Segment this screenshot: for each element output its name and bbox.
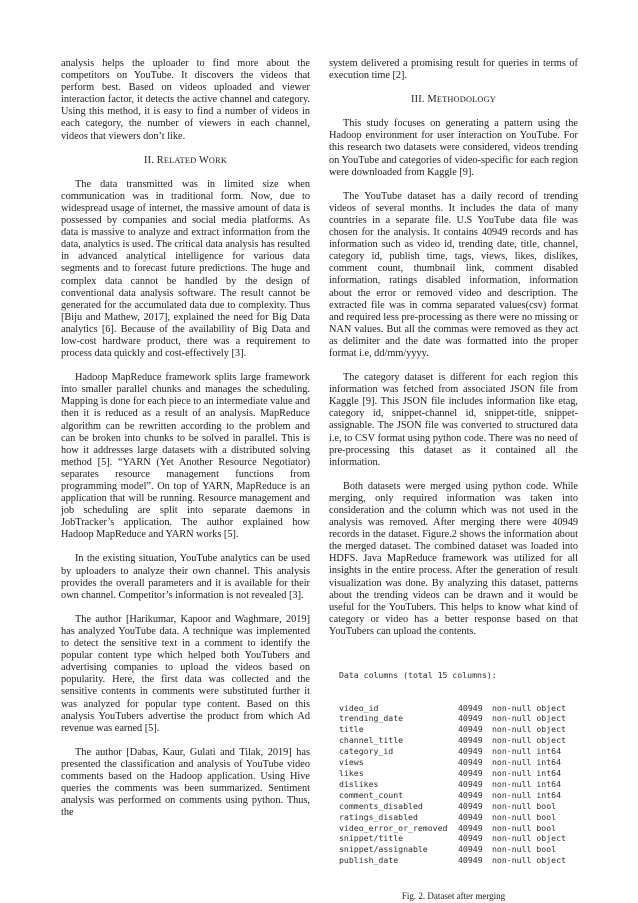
paragraph: Hadoop MapReduce framework splits large framework into smaller parallel chunks and manages the scheduling. Mapping is done for each piece to an intermediate value and then it is reduced as a result of an analysis. MapReduce algorithm can be rewritten according to the problem and can be broken into chunks to be solved in parallel. This is how it addresses large datasets with a distributed solving method [5]. “YARN (Yet Another Resource Negotiator) separates resource management functions from programming model”. On top of YARN, MapReduce is an application that will be running. Resource management and job scheduling are split into separate daemons in JobTracker’s application. The author explained how Hadoop MapReduce and YARN works [5].: [61, 372, 310, 541]
column-status: non-null: [492, 746, 532, 757]
column-count: 40949: [458, 778, 483, 789]
column-status: non-null: [492, 833, 532, 844]
left-column: [61, 58, 310, 819]
column-name: publish_date: [339, 855, 399, 866]
figure-row: [339, 855, 578, 866]
figure-dataset-columns: [339, 648, 578, 888]
column-count: 40949: [458, 768, 483, 778]
column-status: non-null: [492, 789, 532, 800]
figure-row: [339, 844, 578, 855]
section-heading-methodology: [329, 94, 578, 106]
column-name: snippet/title: [339, 833, 404, 844]
column-status: non-null: [492, 855, 532, 866]
column-status: non-null: [492, 757, 532, 768]
column-dtype: bool: [536, 822, 557, 833]
column-dtype: object: [536, 735, 566, 746]
column-status: non-null: [492, 702, 532, 713]
column-name: title: [339, 724, 364, 735]
column-dtype: bool: [536, 844, 557, 855]
figure-row: [339, 790, 578, 801]
figure-row: [339, 768, 578, 779]
paragraph: This study focuses on generating a pattern using the Hadoop environment for user interaction on YouTube. For this research two datasets were considered, videos trending on YouTube and categories of video-specific for each region were downloaded from Kaggle [9].: [329, 118, 578, 178]
column-count: 40949: [458, 822, 483, 833]
column-name: category_id: [339, 746, 394, 757]
paragraph: The YouTube dataset has a daily record of trending videos of several months. It includes the data of many countries in a separate file. U.S YouTube data file was chosen for the analysis. It contains 40949 records and has information such as video id, trending date, title, channel, category id, publish time, tags, views, likes, dislikes, comment count, thumbnail link, comment disabled information, ratings disabled information, information about the error or removed video and description. The extracted file was in comma separated values(csv) format and required less pre-processing as there were no missing or NAN values. But all the commas were removed as they act as delimiter and the date was formatted into the proper format i.e, dd/mm/yyyy.: [329, 190, 578, 359]
column-dtype: bool: [536, 811, 557, 822]
right-column: [329, 58, 578, 902]
column-status: non-null: [492, 735, 532, 746]
figure-row: [339, 746, 578, 757]
figure-header: Data columns (total 15 columns):: [339, 669, 497, 680]
column-dtype: object: [536, 724, 566, 735]
column-status: non-null: [492, 724, 532, 735]
figure-row: [339, 823, 578, 834]
column-status: non-null: [492, 768, 532, 778]
column-status: non-null: [492, 713, 532, 724]
column-name: snippet/assignable: [339, 844, 428, 855]
column-status: non-null: [492, 800, 532, 811]
paragraph: The author [Harikumar, Kapoor and Waghmare, 2019] has analyzed YouTube data. A technique was implemented to detect the sensitive text in a comment to identify the popular content type which helped both YouTubers and advertising companies to upload the videos based on popularity. Here, the first data was collected and the sensitive contents in comments were substituted further it was analyzed for popular type content. Based on this analysis YouTubers advertise the product from which Ad revenue was earned [5].: [61, 613, 310, 734]
column-count: 40949: [458, 724, 483, 735]
figure-row: [339, 735, 578, 746]
paragraph: The category dataset is different for each region this information was fetched from associated JSON file from Kaggle [9]. This JSON file includes information like etag, category id, snippet-channel id, snippet-title, snippet-assignable. The JSON file was converted to structured data i.e, to CSV format using python code. There was no need of pre-processing this dataset as it contained all the information.: [329, 372, 578, 468]
heading-number: III.: [411, 94, 425, 106]
column-count: 40949: [458, 702, 483, 713]
heading-number: II.: [143, 154, 154, 166]
column-dtype: int64: [536, 757, 562, 768]
column-dtype: int64: [536, 789, 562, 800]
column-count: 40949: [458, 855, 483, 866]
figure-row: [339, 713, 578, 724]
column-count: 40949: [458, 746, 483, 757]
column-count: 40949: [458, 713, 483, 724]
column-status: non-null: [492, 822, 532, 833]
paragraph-intro: analysis helps the uploader to find more about the competitors on YouTube. It discovers the videos that perform best. Based on videos uploaded and viewer interaction factor, it detects the active channel and category. Using this method, it is easy to find a number of videos in each category, the number of viewers in each channel, videos that viewers don’t like.: [61, 58, 310, 142]
column-count: 40949: [458, 800, 483, 811]
column-name: ratings_disabled: [339, 811, 418, 822]
heading-title: RELATED WORK: [156, 154, 228, 166]
heading-title: METHODOLOGY: [427, 94, 496, 106]
column-dtype: object: [536, 833, 566, 844]
column-status: non-null: [492, 811, 532, 822]
figure-row: [339, 703, 578, 714]
column-name: channel_title: [339, 735, 404, 746]
figure-row: [339, 757, 578, 768]
column-name: video_error_or_removed: [339, 822, 448, 833]
column-dtype: bool: [536, 800, 557, 811]
column-status: non-null: [492, 778, 532, 789]
column-count: 40949: [458, 811, 483, 822]
figure-caption: Fig. 2. Dataset after merging: [401, 890, 506, 901]
column-count: 40949: [458, 757, 483, 768]
paragraph: In the existing situation, YouTube analytics can be used by uploaders to analyze their own channel. This analysis provides the overall parameters and it is available for their own channel. Competitor’s information is not revealed [3].: [61, 553, 310, 601]
figure-row: [339, 801, 578, 812]
figure-row: [339, 833, 578, 844]
column-name: comments_disabled: [339, 800, 423, 811]
section-heading-related-work: [61, 155, 310, 167]
column-dtype: object: [536, 855, 566, 866]
column-count: 40949: [458, 735, 483, 746]
column-dtype: int64: [536, 768, 562, 778]
paragraph-intro: system delivered a promising result for queries in terms of execution time [2].: [329, 58, 578, 82]
column-count: 40949: [458, 789, 483, 800]
column-name: video_id: [339, 702, 379, 713]
paragraph: The author [Dabas, Kaur, Gulati and Tilak, 2019] has presented the classification and analysis of YouTube video comments based on the Hadoop application. Using Hive queries the comments was been summarized. Sentiment analysis was performed on comments using python. Thus, the: [61, 746, 310, 819]
column-name: dislikes: [339, 778, 379, 789]
column-name: views: [339, 757, 364, 768]
paragraph: The data transmitted was in limited size when communication was in traditional form. Now, due to widespread usage of internet, the massive amount of data is possessed by companies and social media platforms. As data is massive to analyze and extract information from the data, analytics is used. The critical data analysis has resulted in advanced analytical intelligence for various data segments and to forecast future predictions. The huge and complex data cannot be handled by the design of conventional data analysis software. The result cannot be generated for the accumulated data due to complexity. Thus [Biju and Mathew, 2017], explained the need for Big Data analytics [6]. Because of the availability of Big Data and low-cost hardware product, there was a requirement to process data quickly and cost-effectively [3].: [61, 178, 310, 360]
column-dtype: object: [536, 702, 566, 713]
column-dtype: int64: [536, 778, 562, 789]
column-count: 40949: [458, 833, 483, 844]
figure-row: [339, 779, 578, 790]
column-dtype: int64: [536, 746, 562, 757]
column-name: trending_date: [339, 713, 404, 724]
column-name: comment_count: [339, 789, 404, 800]
column-name: likes: [339, 768, 364, 778]
figure-row: [339, 812, 578, 823]
figure-row: [339, 724, 578, 735]
column-status: non-null: [492, 844, 532, 855]
column-count: 40949: [458, 844, 483, 855]
column-dtype: object: [536, 713, 566, 724]
paragraph: Both datasets were merged using python code. While merging, only required information was taken into consideration and the column which was not used in the analysis was removed. After merging there were 40949 records in the dataset. Figure.2 shows the information about the merged dataset. The combined dataset was loaded into HDFS. Java MapReduce framework was utilized for all insights in the entire process. After the generation of result visualization was done. By analyzing this dataset, patterns about the trending videos can be drawn and it would be useful for the YouTubers. This helps to know what kind of category or video has a better response based on that YouTubers can upload the contents.: [329, 480, 578, 637]
